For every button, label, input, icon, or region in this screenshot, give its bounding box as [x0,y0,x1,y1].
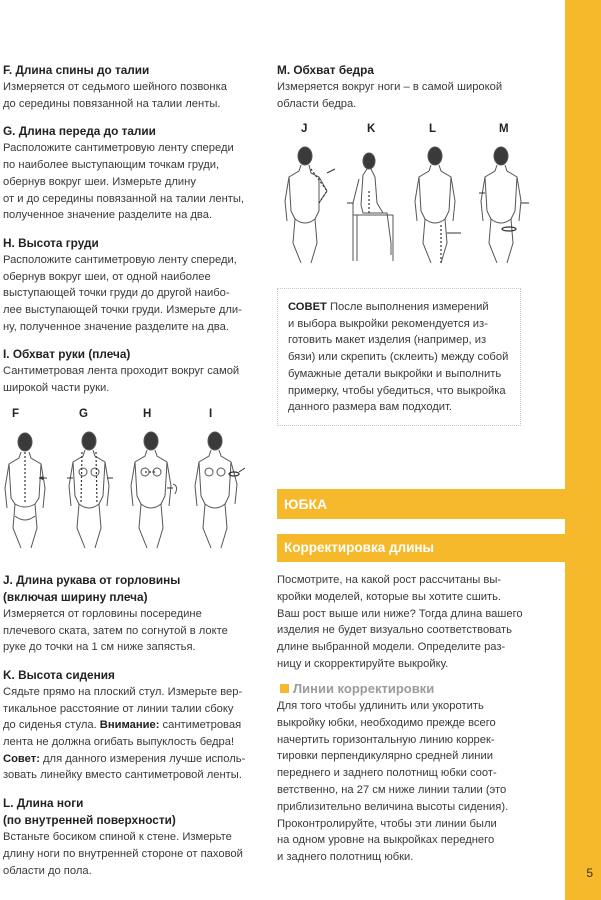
text-line: длину ноги по внутренней стороне от паховой [3,847,243,860]
correction-lines-subheading [280,681,434,696]
figure-label: H [143,407,152,420]
text-run: После выполнения измерений [326,301,489,313]
text-line: тикальное расстояние от линии талии сбоку [3,702,234,715]
text-line: зовать линейку вместо сантиметровой ленты. [3,769,242,782]
text-line: выкройку юбки, необходимо прежде всего [277,716,496,729]
section-l [3,795,263,879]
text-line: Измеряется от седьмого шейного позвонка [3,81,227,93]
measurement-figures-fghi [3,408,263,558]
text-line: ветственно, на 27 см ниже линии талии (это [277,783,507,796]
length-correction-band: Корректировка длины [277,534,565,562]
section-title: H. Высота груди [3,235,99,250]
text-run: сантиметровая [159,719,242,732]
text-line: Для того чтобы удлинить или укоротить [277,700,484,712]
section-title: G. Длина переда до талии [3,124,156,139]
tip-label: Совет: [3,752,40,765]
text-line: начертить горизонтальную линию коррек- [277,733,495,746]
figure-back-length-illustration [3,428,63,553]
section-text [277,79,542,112]
measurement-figures-jklm [277,123,542,273]
title-line: (по внутренней поверхности) [3,813,176,828]
text-line: Расположите сантиметровую ленту спереди, [3,253,237,266]
section-title: K. Высота сидения [3,667,115,682]
section-text [3,140,263,224]
text-line: Сядьте прямо на плоский стул. Измерьте вер- [3,685,243,698]
figure-seat-height-illustration [347,143,411,268]
text-line: Измеряется от горловины посередине [3,607,202,620]
text-line: на одном уровне на выкройках переднего [277,834,495,847]
section-text [3,829,263,879]
section-title: I. Обхват руки (плеча) [3,347,131,362]
text-line: Расположите сантиметровую ленту спереди [3,142,234,155]
figure-label: M [499,123,509,136]
square-bullet-icon [280,684,289,693]
text-line: области бедра. [277,97,357,110]
figure-label: F [12,407,20,420]
text-line: бязи) или скрепить (склеить) между собой [288,351,509,364]
text-line [288,299,510,316]
figure-inseam-illustration [411,143,471,268]
accent-edge-bar [565,0,601,900]
text-line: готовить макет изделия (например, из [288,334,487,347]
tip-box [277,288,521,426]
text-run: для данного измерения лучше исполь- [39,752,246,765]
text-line: выступающей точки груди до другой наибо- [3,287,230,300]
correction-lines-text [277,698,525,866]
text-line: руке до точки на 1 см ниже запястья. [3,641,196,654]
text-line: по наиболее выступающим точкам груди, [3,159,220,172]
tip-label: СОВЕТ [288,301,327,313]
text-line: Посмотрите, на какой рост рассчитаны вы- [277,574,502,586]
text-line: бумажные детали выкройки и выполнить [288,367,502,380]
section-h [3,235,263,336]
section-m [277,62,542,112]
text-line: изделия не будет визуально соответствовать [277,624,512,637]
text-line [3,751,263,768]
section-text [3,363,263,396]
text-line: данного размера вам подходит. [288,401,453,414]
figure-label: J [301,123,308,136]
figure-sleeve-length-illustration [283,143,343,268]
figure-arm-girth-illustration [191,428,251,553]
text-line: Сантиметровая лента проходит вокруг самой [3,365,240,378]
section-j [3,572,263,656]
subheading-text: Линии корректировки [293,681,435,696]
text-line: плечевого ската, затем по согнутой в локте [3,624,228,637]
text-line: Встаньте босиком спиной к стене. Измерьте [3,831,232,844]
figure-bust-height-illustration [127,428,187,553]
figure-label: I [209,407,213,420]
text-line: тировки перпендикулярно средней линии [277,750,493,763]
text-line: широкой части руки. [3,382,110,395]
warning-label: Внимание: [99,719,160,732]
right-column [277,62,542,273]
section-k [3,667,263,784]
section-title: F. Длина спины до талии [3,63,150,77]
text-line: области до пола. [3,864,92,877]
text-line: ну, полученное значение разделите на два. [3,320,229,333]
figure-label: L [429,123,437,136]
section-text [3,79,263,112]
text-line: Измеряется вокруг ноги – в самой широкой [277,81,503,93]
skirt-intro-text [277,572,523,673]
title-line: L. Длина ноги [3,796,84,811]
text-line: кройки моделей, которые вы хотите сшить. [277,590,502,603]
title-line: (включая ширину плеча) [3,589,148,604]
text-line: обернув вокруг шеи, от одной наиболее [3,270,211,283]
left-column [3,62,263,890]
section-i [3,346,263,396]
section-f [3,62,263,112]
figure-label: G [79,407,88,420]
figure-front-length-illustration [65,428,125,553]
text-line [3,717,263,734]
text-line: обернув вокруг шеи. Измерьте длину [3,175,196,188]
text-line: и заднего полотнищ юбки. [277,851,414,864]
skirt-heading-band: ЮБКА [277,489,565,519]
section-title [3,572,263,606]
text-run: до сиденья стула. [3,719,100,732]
page-number: 5 [586,866,593,880]
text-line: приблизительно величина высоты сидения). [277,800,509,813]
text-line: до середины повязанной на талии ленты. [3,97,221,110]
text-line: Проконтролируйте, чтобы эти линии были [277,817,497,830]
section-text [3,606,263,656]
text-line: лее выступающей точки груди. Измерьте дли- [3,304,242,317]
text-line: длине выбранной модели. Определите раз- [277,641,506,654]
text-line: ницу и скорректируйте выкройку. [277,657,449,670]
text-line: переднего и заднего полотнищ юбки соот- [277,767,497,780]
text-line: Ваш рост выше или ниже? Тогда длина вашего [277,607,523,620]
title-line: J. Длина рукава от горловины [3,572,181,587]
text-line: примерку, чтобы убедиться, что выкройка [288,384,506,397]
figure-thigh-girth-illustration [477,143,537,268]
figure-label: K [367,123,376,136]
text-line: от и до середины повязанной на талии ленты, [3,192,245,205]
text-line: полученное значение разделите на два. [3,209,213,222]
section-title [3,795,263,829]
text-line: лента не должна огибать выпуклость бедра! [3,736,235,749]
section-text [3,252,263,336]
section-g [3,123,263,224]
section-text [3,684,263,784]
section-title: M. Обхват бедра [277,63,374,77]
text-line: и выбора выкройки рекомендуется из- [288,317,488,330]
